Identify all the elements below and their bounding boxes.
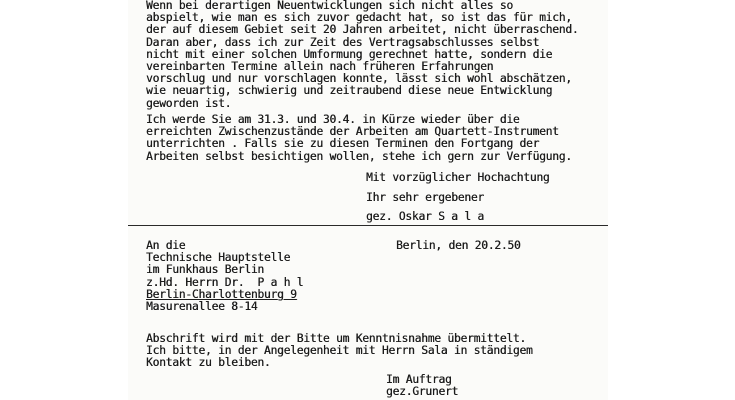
sign-line: Im Auftrag xyxy=(386,373,452,386)
address-line: Technische Hauptstelle xyxy=(146,251,291,265)
closing-regards: Ihr sehr ergebener xyxy=(366,190,484,204)
text-line: nicht mit einer solchen Umformung gerechnet hatte, sondern die xyxy=(146,47,553,61)
recipient-address xyxy=(146,240,303,313)
letter-paragraph-1 xyxy=(146,0,578,110)
closing-signature: gez. Oskar S a l a xyxy=(366,210,484,223)
address-line: An die xyxy=(146,239,186,252)
address-line: im Funkhaus Berlin xyxy=(146,263,264,277)
text-line: Abschrift wird mit der Bitte um Kenntnisnahme übermittelt. xyxy=(146,332,526,345)
text-line: unterrichten . Falls sie zu diesen Terminen den Fortgang der xyxy=(146,137,540,151)
letter-paragraph-2 xyxy=(146,114,572,163)
text-line: der auf diesem Gebiet seit 20 Jahren arbeitet, nicht überraschend. xyxy=(146,23,579,37)
forwarding-note xyxy=(146,333,533,370)
text-line: abspielt, wie man es sich zuvor gedacht hat, so ist das für mich, xyxy=(146,11,572,25)
text-line: vereinbarten Termine allein nach früheren Erfahrungen xyxy=(146,60,494,74)
text-line: Arbeiten selbst besichtigen wollen, stehe ich gern zur Verfügung. xyxy=(146,149,572,163)
text-line: Kontakt zu bleiben. xyxy=(146,356,271,370)
text-line: Ich werde Sie am 31.3. und 30.4. in Kürze wieder über die xyxy=(146,113,520,126)
section-divider xyxy=(128,225,608,226)
letter-date: Berlin, den 20.2.50 xyxy=(396,239,521,252)
closing-salutation: Mit vorzüglicher Hochachtung xyxy=(366,171,550,184)
letter-closing xyxy=(366,168,549,227)
text-line: vorschlug und nur vorschlagen konnte, lässt sich wohl abschätzen, xyxy=(146,72,572,86)
text-line: geworden ist. xyxy=(146,96,232,110)
text-line: Ich bitte, in der Angelegenheit mit Herrn Sala in ständigem xyxy=(146,344,533,358)
text-line: Daran aber, dass ich zur Zeit des Vertragsabschlusses selbst xyxy=(146,35,540,49)
sign-line: gez.Grunert xyxy=(386,385,459,399)
text-line: Wenn bei derartigen Neuentwicklungen sich nicht alles so xyxy=(146,0,513,12)
text-line: wie neuartig, schwierig und zeitraubend diese neue Entwicklung xyxy=(146,84,553,98)
letter-page xyxy=(128,0,608,400)
address-line: z.Hd. Herrn Dr. P a h l xyxy=(146,275,304,289)
forwarding-signature xyxy=(386,374,458,398)
text-line: erreichten Zwischenzustände der Arbeiten am Quartett-Instrument xyxy=(146,125,559,139)
address-street: Masurenallee 8-14 xyxy=(146,300,258,314)
address-city: Berlin-Charlottenburg 9 xyxy=(146,287,297,301)
